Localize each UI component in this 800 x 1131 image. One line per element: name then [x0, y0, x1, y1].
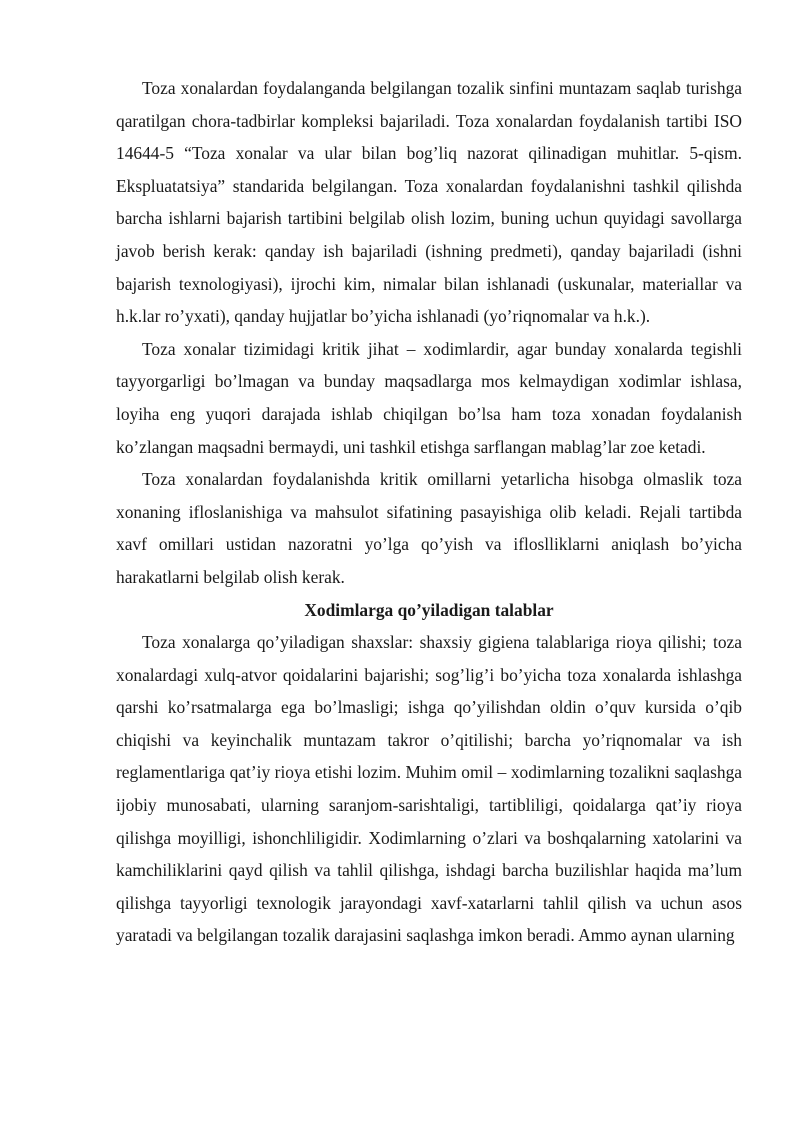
document-page — [116, 72, 742, 952]
section-heading: Xodimlarga qo’yiladigan talablar — [304, 599, 554, 620]
paragraph-3: Toza xonalardan foydalanishda kritik omillarni yetarlicha hisobga olmaslik toza xonaning ifloslanishiga va mahsulot sifatining pasayishiga olib keladi. Rejali tartibda xavf omillari ustidan nazoratni yo’lga qo’yish va ifloslliklarni aniqlash bo’yicha harakatlarni belgilab olish kerak. — [116, 469, 742, 587]
paragraph-1: Toza xonalardan foydalanganda belgilangan tozalik sinfini muntazam saqlab turishga qaratilgan chora-tadbirlar kompleksi bajariladi. Toza xonalardan foydalanish tartibi ISO 14644-5 “Toza xonalar va ular bilan bog’liq nazorat qilinadigan muhitlar. 5-qism. Ekspluatatsiya” standarida belgilangan. Toza xonalardan foydalanishni tashkil qilishda barcha ishlarni bajarish tartibini belgilab olish lozim, buning uchun quyidagi savollarga javob berish kerak: qanday ish bajariladi (ishning predmeti), qanday bajariladi (ishni bajarish texnologiyasi), ijrochi kim, nimalar bilan ishlanadi (uskunalar, materiallar va h.k.lar ro’yxati), qanday hujjatlar bo’yicha ishlanadi (yo’riqnomalar va h.k.). — [116, 78, 742, 327]
paragraph-2: Toza xonalar tizimidagi kritik jihat – xodimlardir, agar bunday xonalarda tegishli tayyorgarligi bo’lmagan va bunday maqsadlarga mos kelmaydigan xodimlar ishlasa, loyiha eng yuqori darajada ishlab chiqilgan bo’lsa ham toza xonadan foydalanish ko’zlangan maqsadni bermaydi, uni tashkil etishga sarflangan mablag’lar zoe ketadi. — [116, 338, 742, 457]
paragraph-4: Toza xonalarga qo’yiladigan shaxslar: shaxsiy gigiena talablariga rioya qilishi; toza xonalardagi xulq-atvor qoidalarini bajarishi; sog’lig’i bo’yicha toza xonalarda ishlashga qarshi ko’rsatmalarga ega bo’lmasligi; ishga qo’yilishdan oldin o’quv kursida o’qib chiqishi va keyinchalik muntazam takror o’qitilishi; barcha yo’riqnomalar va ish reglamentlariga qat’iy rioya etishi lozim. Muhim omil – xodimlarning tozalikni saqlashga ijobiy munosabati, ularning saranjom-sarishtaligi, tartibliligi, qoidalarga qat’iy rioya qilishga moyilligi, ishonchliligidir. Xodimlarning o’zlari va boshqalarning xatolarini va kamchiliklarini qayd qilish va tahlil qilishga, ishdagi barcha buzilishlar haqida ma’lum qilishga tayyorligi texnologik jarayondagi xavf-xatarlarni tahlil qilish va uchun asos yaratadi va belgilangan tozalik darajasini saqlashga imkon beradi. Ammo aynan ularning — [116, 632, 742, 946]
